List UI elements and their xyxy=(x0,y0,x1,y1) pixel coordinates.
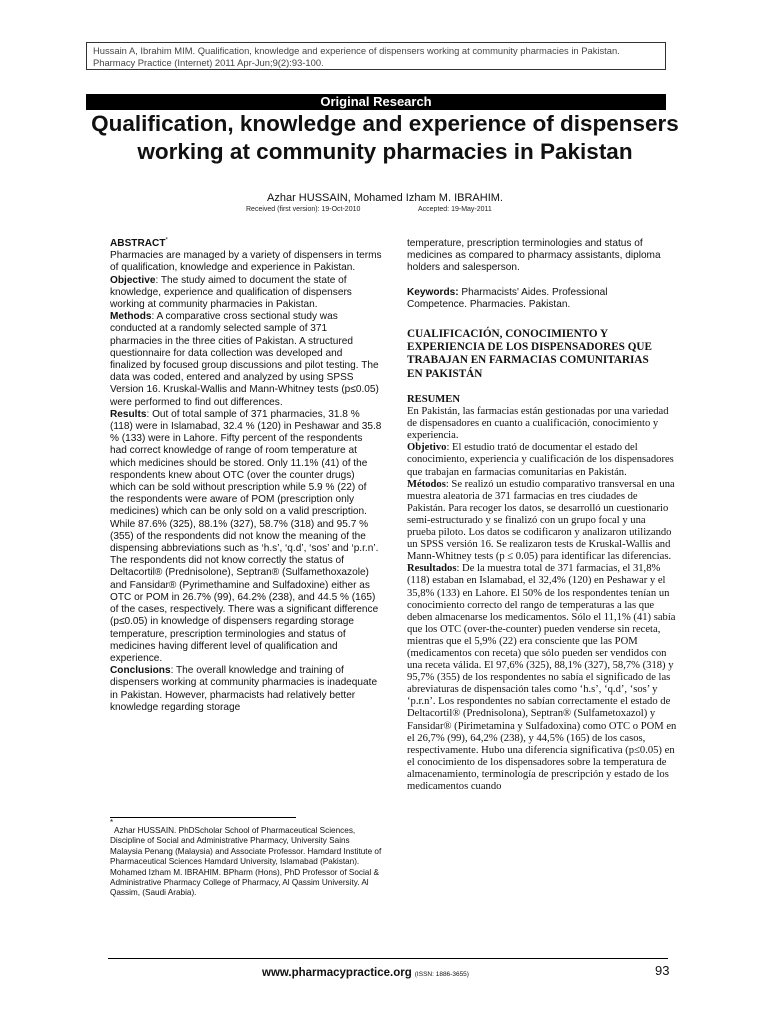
methods-text: : A comparative cross sectional study was conducted at a randomly selected sample of 371 pharmacies in the three cities of Pakistan. A structured questionnaire for data collection was developed and finalized by focused group discussions and pilot testing. The data was coded, entered and analyzed by using SPSS Version 16. Kruskal-Wallis and Mann-Whitney tests (p≤0.05) were performed to find out differences. xyxy=(110,311,379,408)
abstract-footnote-marker: * xyxy=(165,237,168,244)
conclusions-label: Conclusions xyxy=(110,665,171,677)
footnote-author1: Azhar HUSSAIN. PhDScholar School of Pharmaceutical Sciences, Discipline of Social and Administrative Pharmacy, University Sains Malaysia Penang (Malaysia) and Associate Professor. Hamdard Institute of Pharmaceutical Sciences Hamdard University, Islamabad (Pakistan). xyxy=(110,826,382,867)
author-footnotes xyxy=(110,820,382,899)
abstract-continuation-column xyxy=(407,238,665,311)
footnote-divider xyxy=(110,817,296,818)
objetivo-label: Objetivo xyxy=(407,442,447,454)
page-number: 93 xyxy=(655,963,670,978)
issn-label: (ISSN: 1886-3655) xyxy=(414,971,469,978)
objective-text: : The study aimed to document the state of knowledge, experience and qualification of dispensers working at community pharmacies in Pakistan. xyxy=(110,274,352,311)
abstract-conclusions xyxy=(110,665,382,714)
received-date: Received (first version): 19-Oct-2010 xyxy=(246,206,361,213)
results-label: Results xyxy=(110,408,147,420)
keywords-label: Keywords: xyxy=(407,286,459,298)
article-dates xyxy=(238,205,538,215)
keywords-text: Pharmacists' Aides. Professional Competence. Pharmacies. Pakistan. xyxy=(407,286,608,310)
abstract-intro: Pharmacies are managed by a variety of dispensers in terms of qualification, knowledge and experience in Pakistan. xyxy=(110,250,382,274)
author-list: Azhar HUSSAIN, Mohamed Izham M. IBRAHIM. xyxy=(267,192,503,204)
conclusions-text: : The overall knowledge and training of dispensers working at community pharmacies is inadequate in Pakistan. However, pharmacists had relatively better knowledge regarding storage xyxy=(110,665,378,713)
keywords xyxy=(407,287,665,311)
spanish-abstract xyxy=(407,394,677,793)
abstract-column xyxy=(110,238,382,714)
abstract-heading: ABSTRACT xyxy=(110,238,166,249)
resumen-methods xyxy=(407,479,677,564)
journal-website[interactable] xyxy=(262,967,469,979)
results-text: : Out of total sample of 371 pharmacies, 31.8 % (118) were in Islamabad, 32.4 % (120) in Peshawar and 35.8 % (133) were in Lahore. Fifty percent of the respondents had correct knowledge of range of room temperature at which medicines should be stored. Only 11.1% (41) of the respondents knew about OTC (over the counter drugs) which can be sold without prescription while 5.9 % (22) of the respondents were aware of POM (prescription only medicines) which can be only sold on a valid prescription. While 87.6% (325), 88.1% (327), 58.7% (318) and 95.7 % (355) of the respondents did not know the meaning of the dispensing abbreviations such as ‘h.s’, ‘q.d’, ‘sos’ and ‘p.r.n’. The respondents did not know correctly the status of Deltacortil® (Prednisolone), Septran® (Sulfamethoxazole) and Fansidar® (Pyrimethamine and Sulfadoxine) either as OTC or POM in 26.7% (99), 64.2% (238), and 44.5 % (165) of the cases, respectively. There was a significant difference (p≤0.05) in knowledge of dispensers regarding storage temperature, prescription terminologies and status of medicines having different level of qualification and experience. xyxy=(110,408,382,664)
resultados-label: Resultados xyxy=(407,563,457,575)
citation-header: Hussain A, Ibrahim MIM. Qualification, knowledge and experience of dispensers working at community pharmacies in Pakistan. Pharmacy Practice (Internet) 2011 Apr-Jun;9(2):93-100. xyxy=(86,42,666,70)
resumen-intro: En Pakistán, las farmacias están gestionadas por una variedad de dispensadores en cuanto a cualificación, conocimiento y experiencia. xyxy=(407,406,669,442)
abstract-continuation: temperature, prescription terminologies and status of medicines as compared to pharmacy assistants, diploma holders and salesperson. xyxy=(407,238,661,274)
resultados-text: : De la muestra total de 371 farmacias, el 31,8% (118) estaban en Islamabad, el 32,4% (120) en Peshawar y el 35,8% (133) en Lahore. El 50% de los respondentes tenían un conocimiento correcto del rango de temperaturas a las que deben almacenarse los medicamentos. Sólo el 11,1% (41) sabía que los OTC (over-the-counter) pueden venderse sin receta, mientras que el 5,9% (22) era consciente que las POM (medicamentos con receta) que sólo pueden ser vendidos con una receta válida. El 97,6% (325), 88,1% (327), 58,7% (318) y 95,7% (355) de los respondentes no sabía el significado de las abreviaturas de dispensación tales como ‘h.s’, ‘q.d’, ‘sos’ y ‘p.r.n’. Los respondentes no sabían correctamente el estado de Deltacortil® (Prednisolona), Septran® (Sulfametoxazol) y Fansidar® (Pirimetamina y Sulfadoxina) como OTC o POM en el 26,7% (99), 64,2% (238), y 44,5% (165) de los casos, respectivamente. Hubo una diferencia significativa (p≤0.05) en el conocimiento de los dispensadores sobre la temperatura de almacenamiento, terminología de prescripción y estado de los medicamentos cuando xyxy=(407,563,677,792)
abstract-objective xyxy=(110,275,382,312)
metodos-text: : Se realizó un estudio comparativo transversal en una muestra aleatoria de 371 farmacias en tres ciudades de Pakistán. Para recoger los datos, se desarrolló un cuestionario semi-estructurado y se finalizó con un grupo focal y una prueba piloto. Los datos se codificaron y analizaron utilizando un SPSS versión 16. Se realizaron tests de Kruskal-Wallis and Mann-Whitney tests (p ≤ 0.05) para identificar las diferencias. xyxy=(407,478,675,563)
objective-label: Objective xyxy=(110,274,156,286)
website-link[interactable]: www.pharmacypractice.org xyxy=(262,967,412,979)
resumen-objective xyxy=(407,442,677,478)
footnote-author2: Mohamed Izham M. IBRAHIM. BPharm (Hons), PhD Professor of Social & Administrative Pharmacy College of Pharmacy, Al Qassim University. Al Qassim, (Saudi Arabia). xyxy=(110,867,379,898)
abstract-heading-line xyxy=(110,238,382,250)
article-title: Qualification, knowledge and experience of dispensers working at community pharmacies in Pakistan xyxy=(91,111,679,164)
section-label: Original Research xyxy=(86,94,666,110)
resumen-heading: RESUMEN xyxy=(407,394,460,405)
methods-label: Methods xyxy=(110,311,152,323)
resumen-results xyxy=(407,563,677,793)
objetivo-text: : El estudio trató de documentar el estado del conocimiento, experiencia y cualificación de los dispensadores que trabajan en farmacias comunitarias en Pakistán. xyxy=(407,442,674,478)
footnote-marker: * xyxy=(110,818,114,827)
metodos-label: Métodos xyxy=(407,478,446,490)
abstract-results xyxy=(110,409,382,665)
abstract-methods xyxy=(110,311,382,409)
spanish-title: CUALIFICACIÓN, CONOCIMIENTO Y EXPERIENCIA DE LOS DISPENSADORES QUE TRABAJAN EN FARMACIAS COMUNITARIAS EN PAKISTÁN xyxy=(407,328,652,380)
accepted-date: Accepted: 19-May-2011 xyxy=(418,206,492,213)
footer-divider xyxy=(108,958,668,959)
